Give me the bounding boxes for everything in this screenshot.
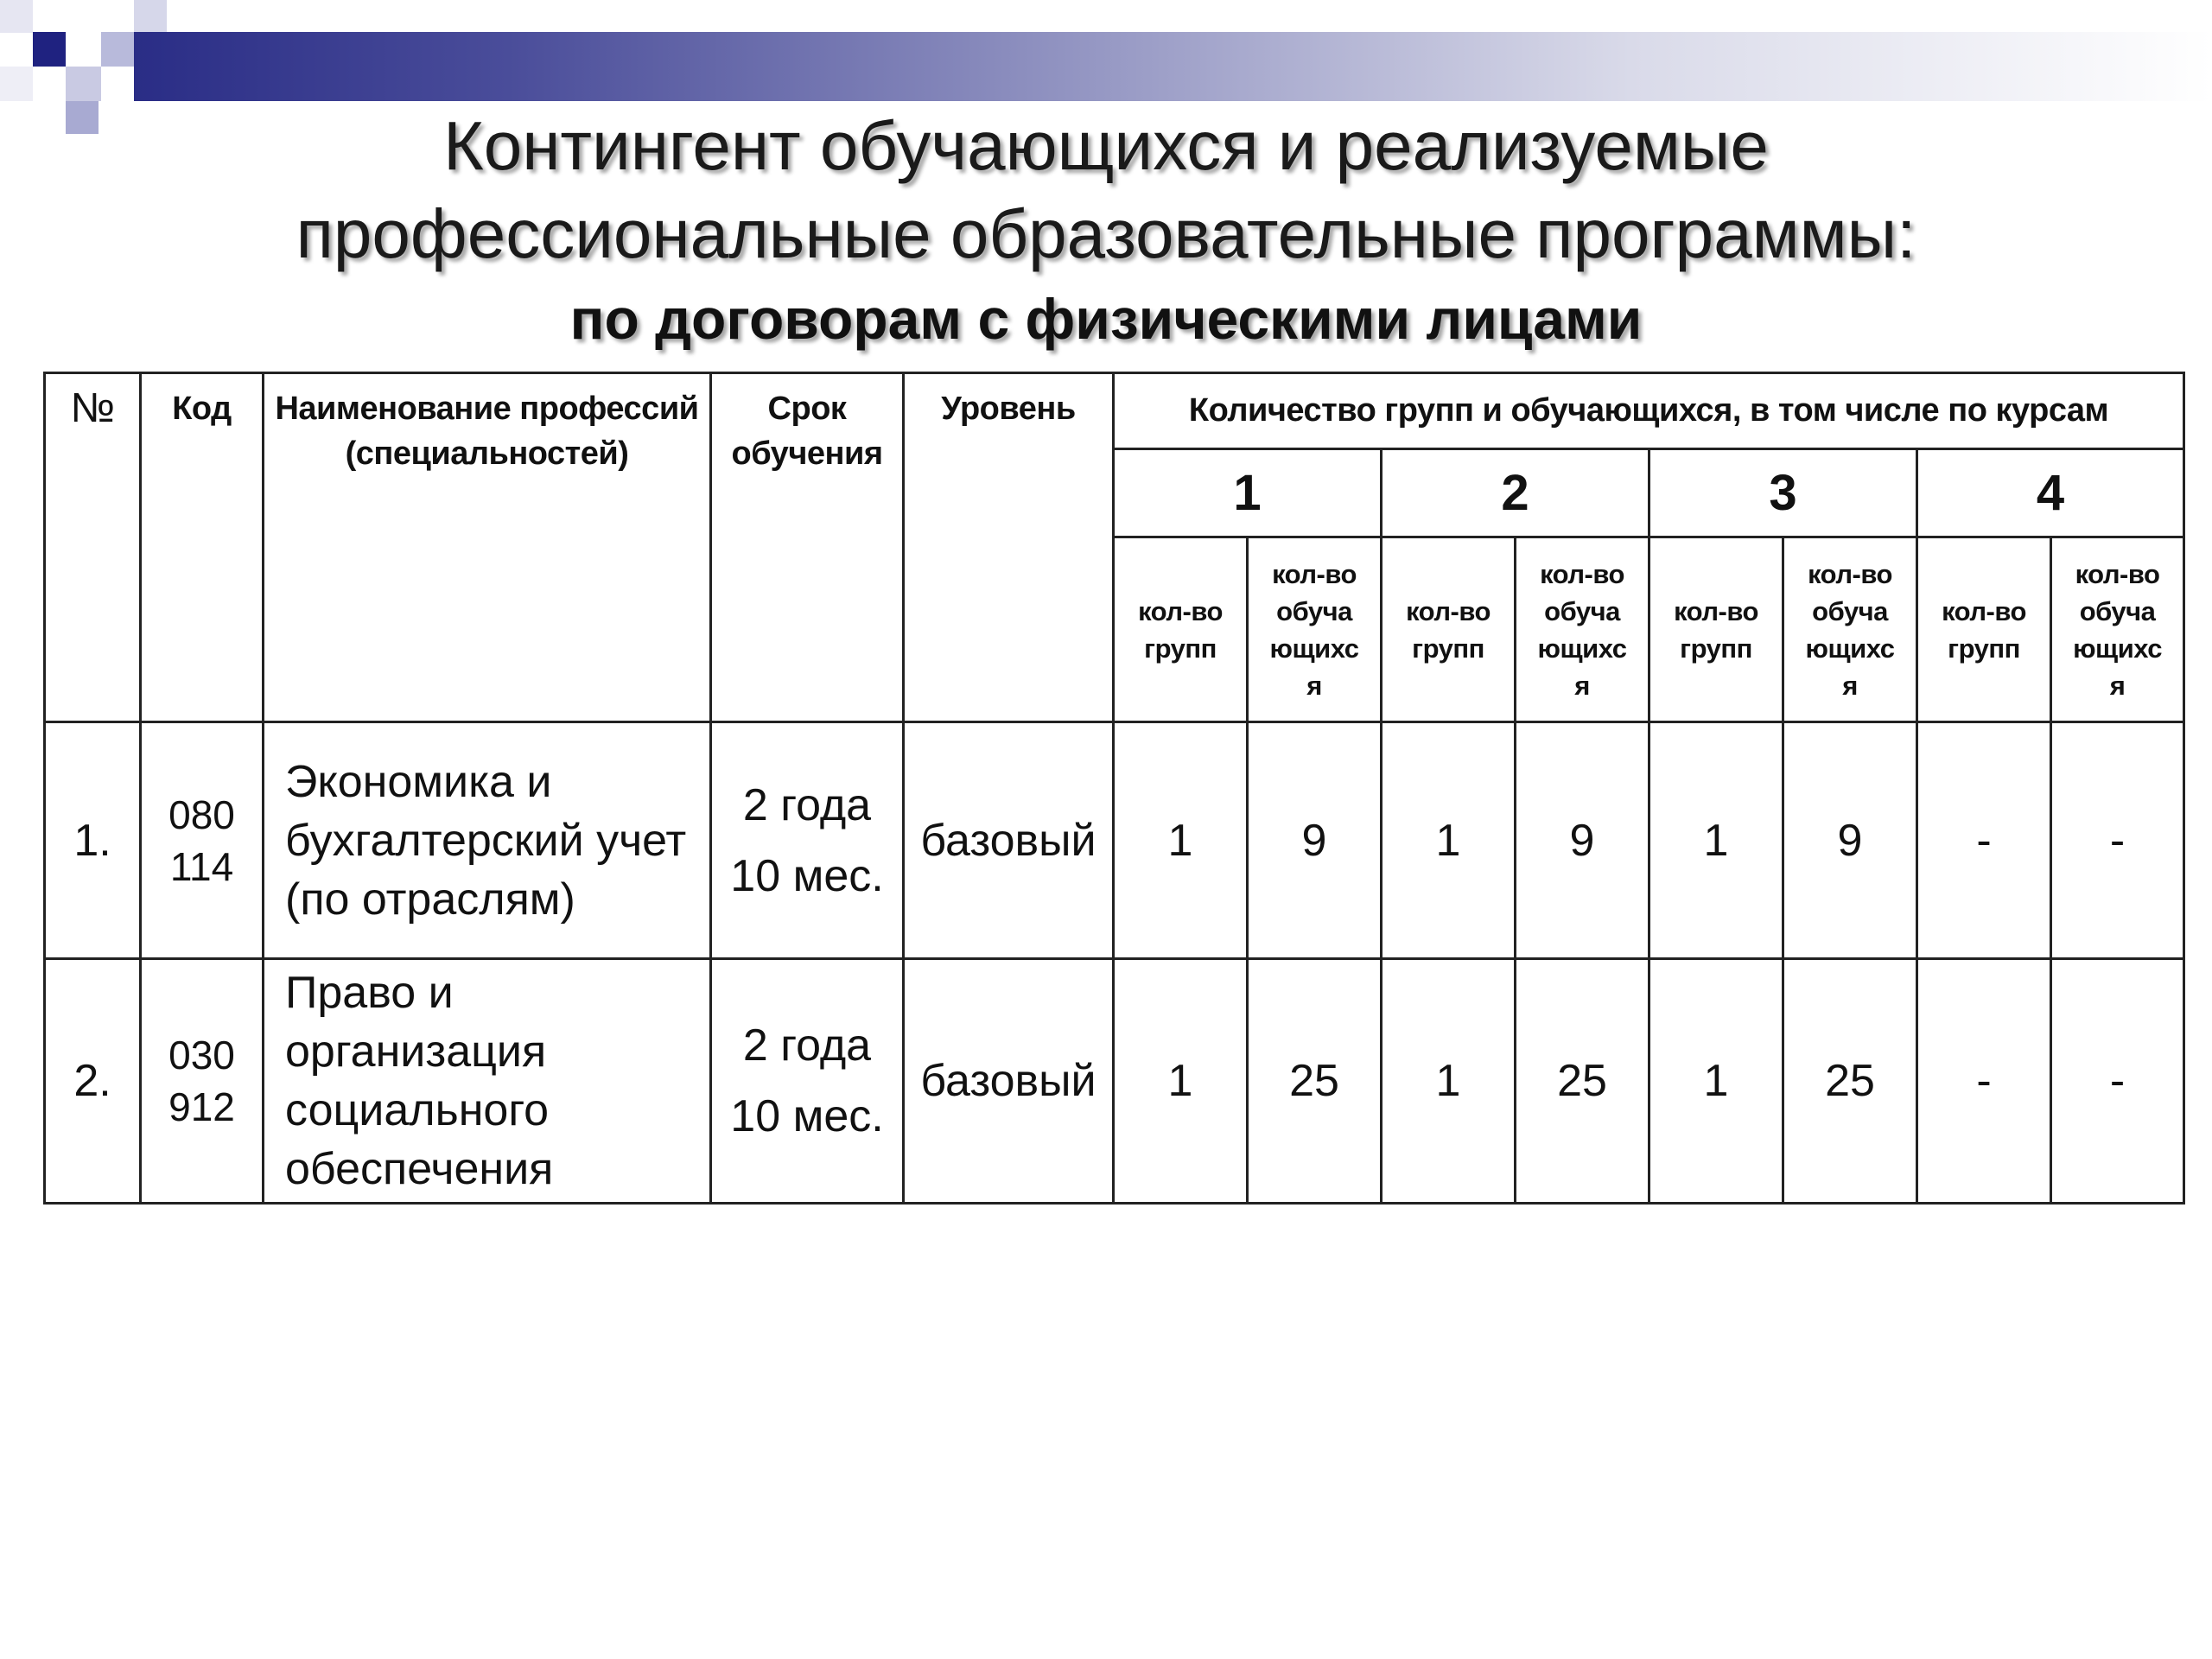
subheader-groups (1382, 537, 1516, 722)
row-code-part: 030 (168, 1033, 235, 1077)
row-name-line: Экономика и (285, 756, 552, 807)
decor-square (0, 67, 33, 101)
header-name-line2: (специальностей) (345, 435, 629, 472)
row-term-line: 10 мес. (730, 850, 884, 901)
header-num (45, 373, 141, 722)
row-name-line: (по отраслям) (285, 874, 575, 925)
decor-square (66, 67, 101, 101)
header-name (264, 373, 711, 722)
subheader-text: групп (1144, 632, 1217, 664)
subheader-text: кол-во (1540, 558, 1624, 589)
subheader-students (1783, 537, 1917, 722)
row-code (141, 722, 264, 959)
subheader-text: групп (1412, 632, 1484, 664)
subheader-text: ющихс (2073, 632, 2162, 664)
row-term-line: 2 года (742, 779, 872, 830)
row-term-line: 2 года (742, 1020, 872, 1071)
row-value: 25 (1783, 959, 1917, 1204)
subheader-text: я (1574, 670, 1590, 701)
title-line-2: профессиональные образовательные программы: (296, 195, 1916, 272)
course-2: 2 (1382, 449, 1649, 537)
header-term-line1: Срок (767, 391, 847, 427)
row-value: 1 (1649, 722, 1783, 959)
subheader-text: кол-во (1406, 595, 1491, 626)
row-name (264, 722, 711, 959)
row-value: 1 (1114, 722, 1248, 959)
row-value: 1 (1649, 959, 1783, 1204)
header-row (45, 373, 2184, 449)
row-code-part: 080 (168, 791, 235, 837)
row-value: - (2051, 959, 2184, 1204)
header-term (711, 373, 904, 722)
header-gradient-bar (134, 32, 2212, 101)
subheader-text: обуча (1276, 595, 1352, 626)
subheader-text: обуча (1544, 595, 1620, 626)
row-num: 1. (45, 722, 141, 959)
slide-title (0, 102, 2212, 358)
header-num-label: № (70, 385, 115, 431)
decor-square (0, 0, 33, 33)
header-term-line2: обучения (731, 435, 883, 472)
row-value: 9 (1516, 722, 1649, 959)
title-line-1: Контингент обучающихся и реализуемые (443, 107, 1769, 184)
subheader-groups (1114, 537, 1248, 722)
decor-square (33, 32, 66, 67)
subheader-text: кол-во (1674, 595, 1758, 626)
programs-table (43, 372, 2185, 1205)
subheader-text: кол-во (1138, 595, 1223, 626)
row-name-line: Право и организация (285, 968, 547, 1077)
subheader-groups (1649, 537, 1783, 722)
row-name-line: обеспечения (285, 1144, 554, 1194)
row-value: 25 (1248, 959, 1382, 1204)
row-term (711, 959, 904, 1204)
row-level: базовый (904, 722, 1114, 959)
row-value: 9 (1783, 722, 1917, 959)
row-num: 2. (45, 959, 141, 1204)
subheader-text: групп (1948, 632, 2020, 664)
row-value: 1 (1114, 959, 1248, 1204)
header-level (904, 373, 1114, 722)
subheader-text: ющихс (1537, 632, 1627, 664)
decor-square (134, 0, 167, 32)
header-code-label: Код (172, 391, 232, 427)
header-groups-count (1114, 373, 2184, 449)
row-name-line: социального (285, 1085, 550, 1135)
subheader-groups (1917, 537, 2051, 722)
subheader-text: я (2109, 670, 2126, 701)
row-code (141, 959, 264, 1204)
subheader-text: обуча (2079, 595, 2156, 626)
row-value: 25 (1516, 959, 1649, 1204)
course-4: 4 (1917, 449, 2184, 537)
row-value: - (2051, 722, 2184, 959)
subheader-text: ющихс (1269, 632, 1359, 664)
subheader-text: ющихс (1805, 632, 1895, 664)
row-value: 1 (1382, 959, 1516, 1204)
row-level: базовый (904, 959, 1114, 1204)
subheader-students (2051, 537, 2184, 722)
row-term (711, 722, 904, 959)
row-value: 9 (1248, 722, 1382, 959)
course-3: 3 (1649, 449, 1917, 537)
course-1: 1 (1114, 449, 1382, 537)
subheader-text: групп (1680, 632, 1752, 664)
subheader-text: кол-во (1942, 595, 2026, 626)
header-name-line1: Наименование профессий (275, 391, 699, 427)
row-code-part: 912 (168, 1084, 235, 1129)
subheader-text: обуча (1812, 595, 1888, 626)
header-groups-count-label: Количество групп и обучающихся, в том числе по курсам (1188, 392, 2109, 429)
decor-square (101, 32, 134, 67)
row-value: - (1917, 959, 2051, 1204)
subheader-students (1248, 537, 1382, 722)
row-value: - (1917, 722, 2051, 959)
subheader-text: кол-во (1272, 558, 1357, 589)
subheader-text: кол-во (2075, 558, 2160, 589)
subheader-text: кол-во (1808, 558, 1892, 589)
row-code-part: 114 (169, 843, 234, 889)
table-row (45, 959, 2184, 1204)
row-value: 1 (1382, 722, 1516, 959)
row-name-line: бухгалтерский учет (285, 815, 687, 866)
table-row (45, 722, 2184, 959)
subheader-students (1516, 537, 1649, 722)
row-name (264, 959, 711, 1204)
subheader-text: я (1842, 670, 1858, 701)
subtitle: по договорам с физическими лицами (569, 287, 1643, 351)
header-level-label: Уровень (941, 391, 1076, 427)
row-term-line: 10 мес. (730, 1091, 884, 1141)
subheader-text: я (1306, 670, 1322, 701)
header-code (141, 373, 264, 722)
